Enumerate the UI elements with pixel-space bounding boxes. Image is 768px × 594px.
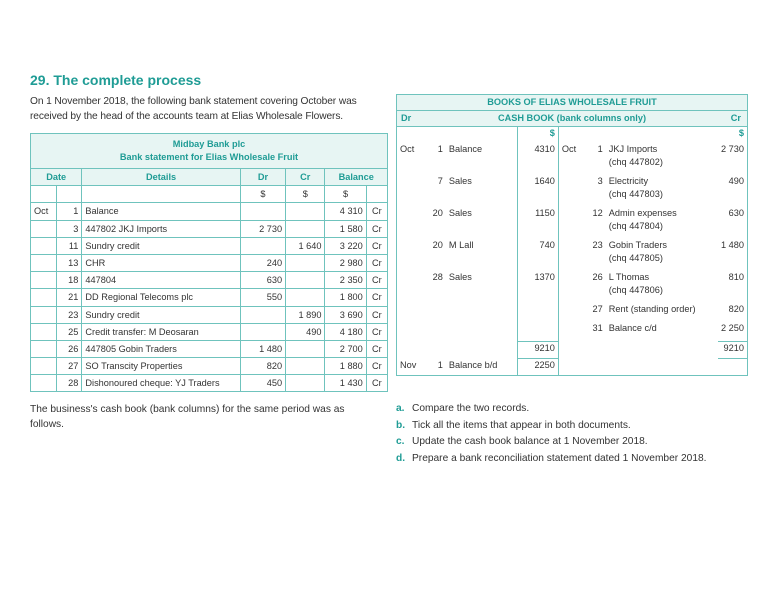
cur-dr: $	[240, 186, 285, 203]
cell-cr	[286, 254, 325, 271]
table-row	[31, 306, 388, 323]
cell-cr: 490	[286, 323, 325, 340]
cell-month	[31, 220, 57, 237]
cell-month	[31, 323, 57, 340]
question-item: a. Compare the two records.	[396, 403, 530, 414]
cell-month	[31, 272, 57, 289]
cell-details: 447805 Gobin Traders	[82, 340, 240, 357]
cell-month	[558, 207, 585, 239]
cell-bal: 1 800	[325, 289, 366, 306]
cell-amount	[517, 322, 558, 342]
cell-details	[606, 239, 718, 271]
cur-cr: $	[718, 127, 748, 144]
cell-dr	[240, 203, 285, 220]
cur-bal: $	[325, 186, 366, 203]
credit-line1: L Thomas	[608, 272, 650, 282]
cell-amount: 1640	[517, 175, 558, 207]
cell-details: Balance	[82, 203, 240, 220]
cell-month	[397, 322, 426, 342]
cell-bal: 4 310	[325, 203, 366, 220]
cell-bal: 2 980	[325, 254, 366, 271]
table-row	[31, 272, 388, 289]
cell-cr	[286, 203, 325, 220]
credit-line1: JKJ Imports	[608, 144, 658, 154]
table-row	[31, 323, 388, 340]
total-dr: 9210	[517, 342, 558, 359]
col-date: Date	[31, 169, 82, 186]
cell-month: Oct	[561, 144, 577, 154]
cell-cr	[286, 220, 325, 237]
table-row	[397, 239, 748, 271]
cell-bal: 1 880	[325, 358, 366, 375]
cell-details: Sales	[448, 176, 472, 186]
cell-details: Balance	[448, 144, 483, 154]
cell-amount: 1370	[517, 271, 558, 303]
cell-details: Sundry credit	[82, 237, 240, 254]
cell-dr: 1 480	[240, 340, 285, 357]
cell-day: 7	[437, 176, 443, 186]
cell-details	[446, 322, 518, 342]
cell-amount: 2 730	[718, 143, 748, 175]
credit-line2: (chq 447802)	[608, 157, 663, 167]
cell-day: 13	[56, 254, 82, 271]
cell-details	[606, 175, 718, 207]
cell-details	[606, 271, 718, 303]
table-row	[31, 220, 388, 237]
cell-day: 20	[432, 208, 443, 218]
table-row	[397, 303, 748, 322]
cell-day: 27	[56, 358, 82, 375]
cur-dr: $	[517, 127, 558, 144]
question-item: b. Tick all the items that appear in both documents.	[396, 419, 631, 431]
cell-flag: Cr	[366, 340, 387, 357]
cell-details: Sundry credit	[82, 306, 240, 323]
cash-book-subtitle: CASH BOOK (bank columns only)	[497, 113, 647, 123]
cell-cr	[286, 289, 325, 306]
cell-bal: 3 220	[325, 237, 366, 254]
cell-day: 20	[432, 240, 443, 250]
cell-day: 25	[56, 323, 82, 340]
table-row	[397, 207, 748, 239]
cell-day: 28	[56, 375, 82, 392]
cell-amount: 810	[718, 271, 748, 303]
credit-line2: (chq 447804)	[608, 221, 663, 231]
statement-subtitle: Bank statement for Elias Wholesale Fruit	[119, 152, 299, 162]
col-details: Details	[82, 169, 240, 186]
cash-book-table	[396, 94, 748, 376]
cell-details: Dishonoured cheque: YJ Traders	[82, 375, 240, 392]
credit-line1: Electricity	[608, 176, 649, 186]
bank-name: Midbay Bank plc	[172, 139, 246, 149]
cell-dr: 240	[240, 254, 285, 271]
credit-line2: (chq 447803)	[608, 189, 663, 199]
cell-cr	[286, 358, 325, 375]
cell-details: Balance b/d	[446, 359, 518, 376]
cell-day: 1	[437, 144, 443, 154]
cell-month	[397, 239, 426, 271]
cell-dr: 820	[240, 358, 285, 375]
cell-details: 447802 JKJ Imports	[82, 220, 240, 237]
cell-cr: 1 640	[286, 237, 325, 254]
total-cr: 9210	[718, 342, 748, 359]
table-row	[31, 254, 388, 271]
cell-cr: 1 890	[286, 306, 325, 323]
cell-cr	[286, 272, 325, 289]
cell-details: CHR	[82, 254, 240, 271]
cell-day: 1	[425, 359, 446, 376]
cur-cr: $	[286, 186, 325, 203]
cell-day	[425, 322, 446, 342]
cell-amount	[517, 303, 558, 322]
cell-day: 26	[592, 272, 603, 282]
cell-details: M Lall	[448, 240, 474, 250]
cell-amount: 820	[718, 303, 748, 322]
cell-flag: Cr	[366, 289, 387, 306]
table-row	[397, 271, 748, 303]
totals-row	[397, 342, 748, 359]
cell-bal: 1 430	[325, 375, 366, 392]
table-row	[31, 340, 388, 357]
cell-day: 26	[56, 340, 82, 357]
cell-month	[558, 239, 585, 271]
cell-month	[397, 207, 426, 239]
question-item: d. Prepare a bank reconciliation statement dated 1 November 2018.	[396, 452, 707, 464]
cell-details: SO Transcity Properties	[82, 358, 240, 375]
table-row	[31, 203, 388, 220]
cell-dr: 2 730	[240, 220, 285, 237]
cell-flag: Cr	[366, 358, 387, 375]
intro-text: On 1 November 2018, the following bank statement covering October was received by the head of the accounts team at Elias Wholesale Flowers.	[30, 96, 357, 122]
cell-dr: 630	[240, 272, 285, 289]
cell-details: Sales	[448, 272, 472, 282]
cell-amount: 1150	[517, 207, 558, 239]
cell-bal: 1 580	[325, 220, 366, 237]
table-row	[397, 322, 748, 342]
col-dr: Dr	[240, 169, 285, 186]
cell-details	[606, 322, 718, 342]
bank-statement-table	[30, 133, 388, 392]
bank-statement-title	[31, 134, 388, 169]
credit-line1: Admin expenses	[608, 208, 677, 218]
cell-day: 12	[592, 208, 603, 218]
cell-dr	[240, 323, 285, 340]
section-heading: 29. The complete process	[30, 72, 202, 88]
cell-month	[558, 322, 585, 342]
cell-amount: 740	[517, 239, 558, 271]
cell-details: DD Regional Telecoms plc	[82, 289, 240, 306]
cell-day: 23	[56, 306, 82, 323]
cell-details: 447804	[82, 272, 240, 289]
col-balance: Balance	[325, 169, 388, 186]
cell-amount: 630	[718, 207, 748, 239]
cell-dr	[240, 306, 285, 323]
credit-line1: Balance c/d	[608, 323, 657, 333]
cash-book-title: BOOKS OF ELIAS WHOLESALE FRUIT	[397, 95, 748, 111]
cell-month: Oct	[31, 203, 57, 220]
cell-flag: Cr	[366, 203, 387, 220]
cr-label: Cr	[730, 113, 741, 123]
table-row	[31, 375, 388, 392]
table-row	[397, 175, 748, 207]
cell-cr	[286, 375, 325, 392]
cell-month: Oct	[397, 143, 426, 175]
table-row	[397, 143, 748, 175]
cell-day: 3	[597, 176, 603, 186]
cell-month	[31, 306, 57, 323]
cell-month	[558, 303, 585, 322]
cell-details	[446, 303, 518, 322]
cell-month	[397, 175, 426, 207]
credit-line1: Gobin Traders	[608, 240, 667, 250]
cell-month	[31, 237, 57, 254]
cell-amount: 2 250	[718, 322, 748, 342]
cell-dr: 450	[240, 375, 285, 392]
cell-bal: 2 700	[325, 340, 366, 357]
cash-book-subtitle-row	[397, 111, 748, 127]
cell-flag: Cr	[366, 220, 387, 237]
cell-details	[606, 207, 718, 239]
cell-day: 3	[56, 220, 82, 237]
cell-cr	[286, 340, 325, 357]
cell-day: 1	[597, 144, 603, 154]
cell-day	[425, 303, 446, 322]
cell-month	[558, 271, 585, 303]
table-row	[31, 237, 388, 254]
after-text: The business's cash book (bank columns) for the same period was as follows.	[30, 404, 345, 430]
cell-day: 21	[56, 289, 82, 306]
cell-month	[558, 175, 585, 207]
cell-month	[397, 271, 426, 303]
cell-day: 18	[56, 272, 82, 289]
table-row	[397, 359, 748, 376]
table-row	[31, 358, 388, 375]
cell-day: 23	[592, 240, 603, 250]
cell-bal: 4 180	[325, 323, 366, 340]
table-row	[31, 289, 388, 306]
cell-flag: Cr	[366, 375, 387, 392]
cell-month	[397, 303, 426, 322]
cell-day: 31	[592, 323, 603, 333]
question-item: c. Update the cash book balance at 1 November 2018.	[396, 436, 648, 447]
dr-label: Dr	[401, 113, 412, 123]
cell-amount: 490	[718, 175, 748, 207]
credit-line2: (chq 447805)	[608, 253, 663, 263]
cell-day: 28	[432, 272, 443, 282]
cell-details: Credit transfer: M Deosaran	[82, 323, 240, 340]
cell-month	[31, 289, 57, 306]
cell-flag: Cr	[366, 237, 387, 254]
cell-day: 11	[56, 237, 82, 254]
cell-month	[31, 340, 57, 357]
credit-line1: Rent (standing order)	[608, 304, 696, 314]
cell-amount: 2250	[517, 359, 558, 376]
cell-month: Nov	[397, 359, 426, 376]
cell-flag: Cr	[366, 323, 387, 340]
cell-flag: Cr	[366, 254, 387, 271]
cell-flag: Cr	[366, 306, 387, 323]
col-cr: Cr	[286, 169, 325, 186]
questions-list	[396, 401, 706, 467]
cell-flag: Cr	[366, 272, 387, 289]
cell-month	[31, 254, 57, 271]
cell-dr: 550	[240, 289, 285, 306]
cell-details	[606, 143, 718, 175]
cell-dr	[240, 237, 285, 254]
cell-month	[31, 358, 57, 375]
cell-details	[606, 303, 718, 322]
cell-amount: 4310	[517, 143, 558, 175]
cell-day: 1	[56, 203, 82, 220]
cell-day: 27	[592, 304, 603, 314]
cell-bal: 3 690	[325, 306, 366, 323]
credit-line2: (chq 447806)	[608, 285, 663, 295]
cell-month	[31, 375, 57, 392]
cell-details: Sales	[448, 208, 472, 218]
cell-amount: 1 480	[718, 239, 748, 271]
cell-bal: 2 350	[325, 272, 366, 289]
